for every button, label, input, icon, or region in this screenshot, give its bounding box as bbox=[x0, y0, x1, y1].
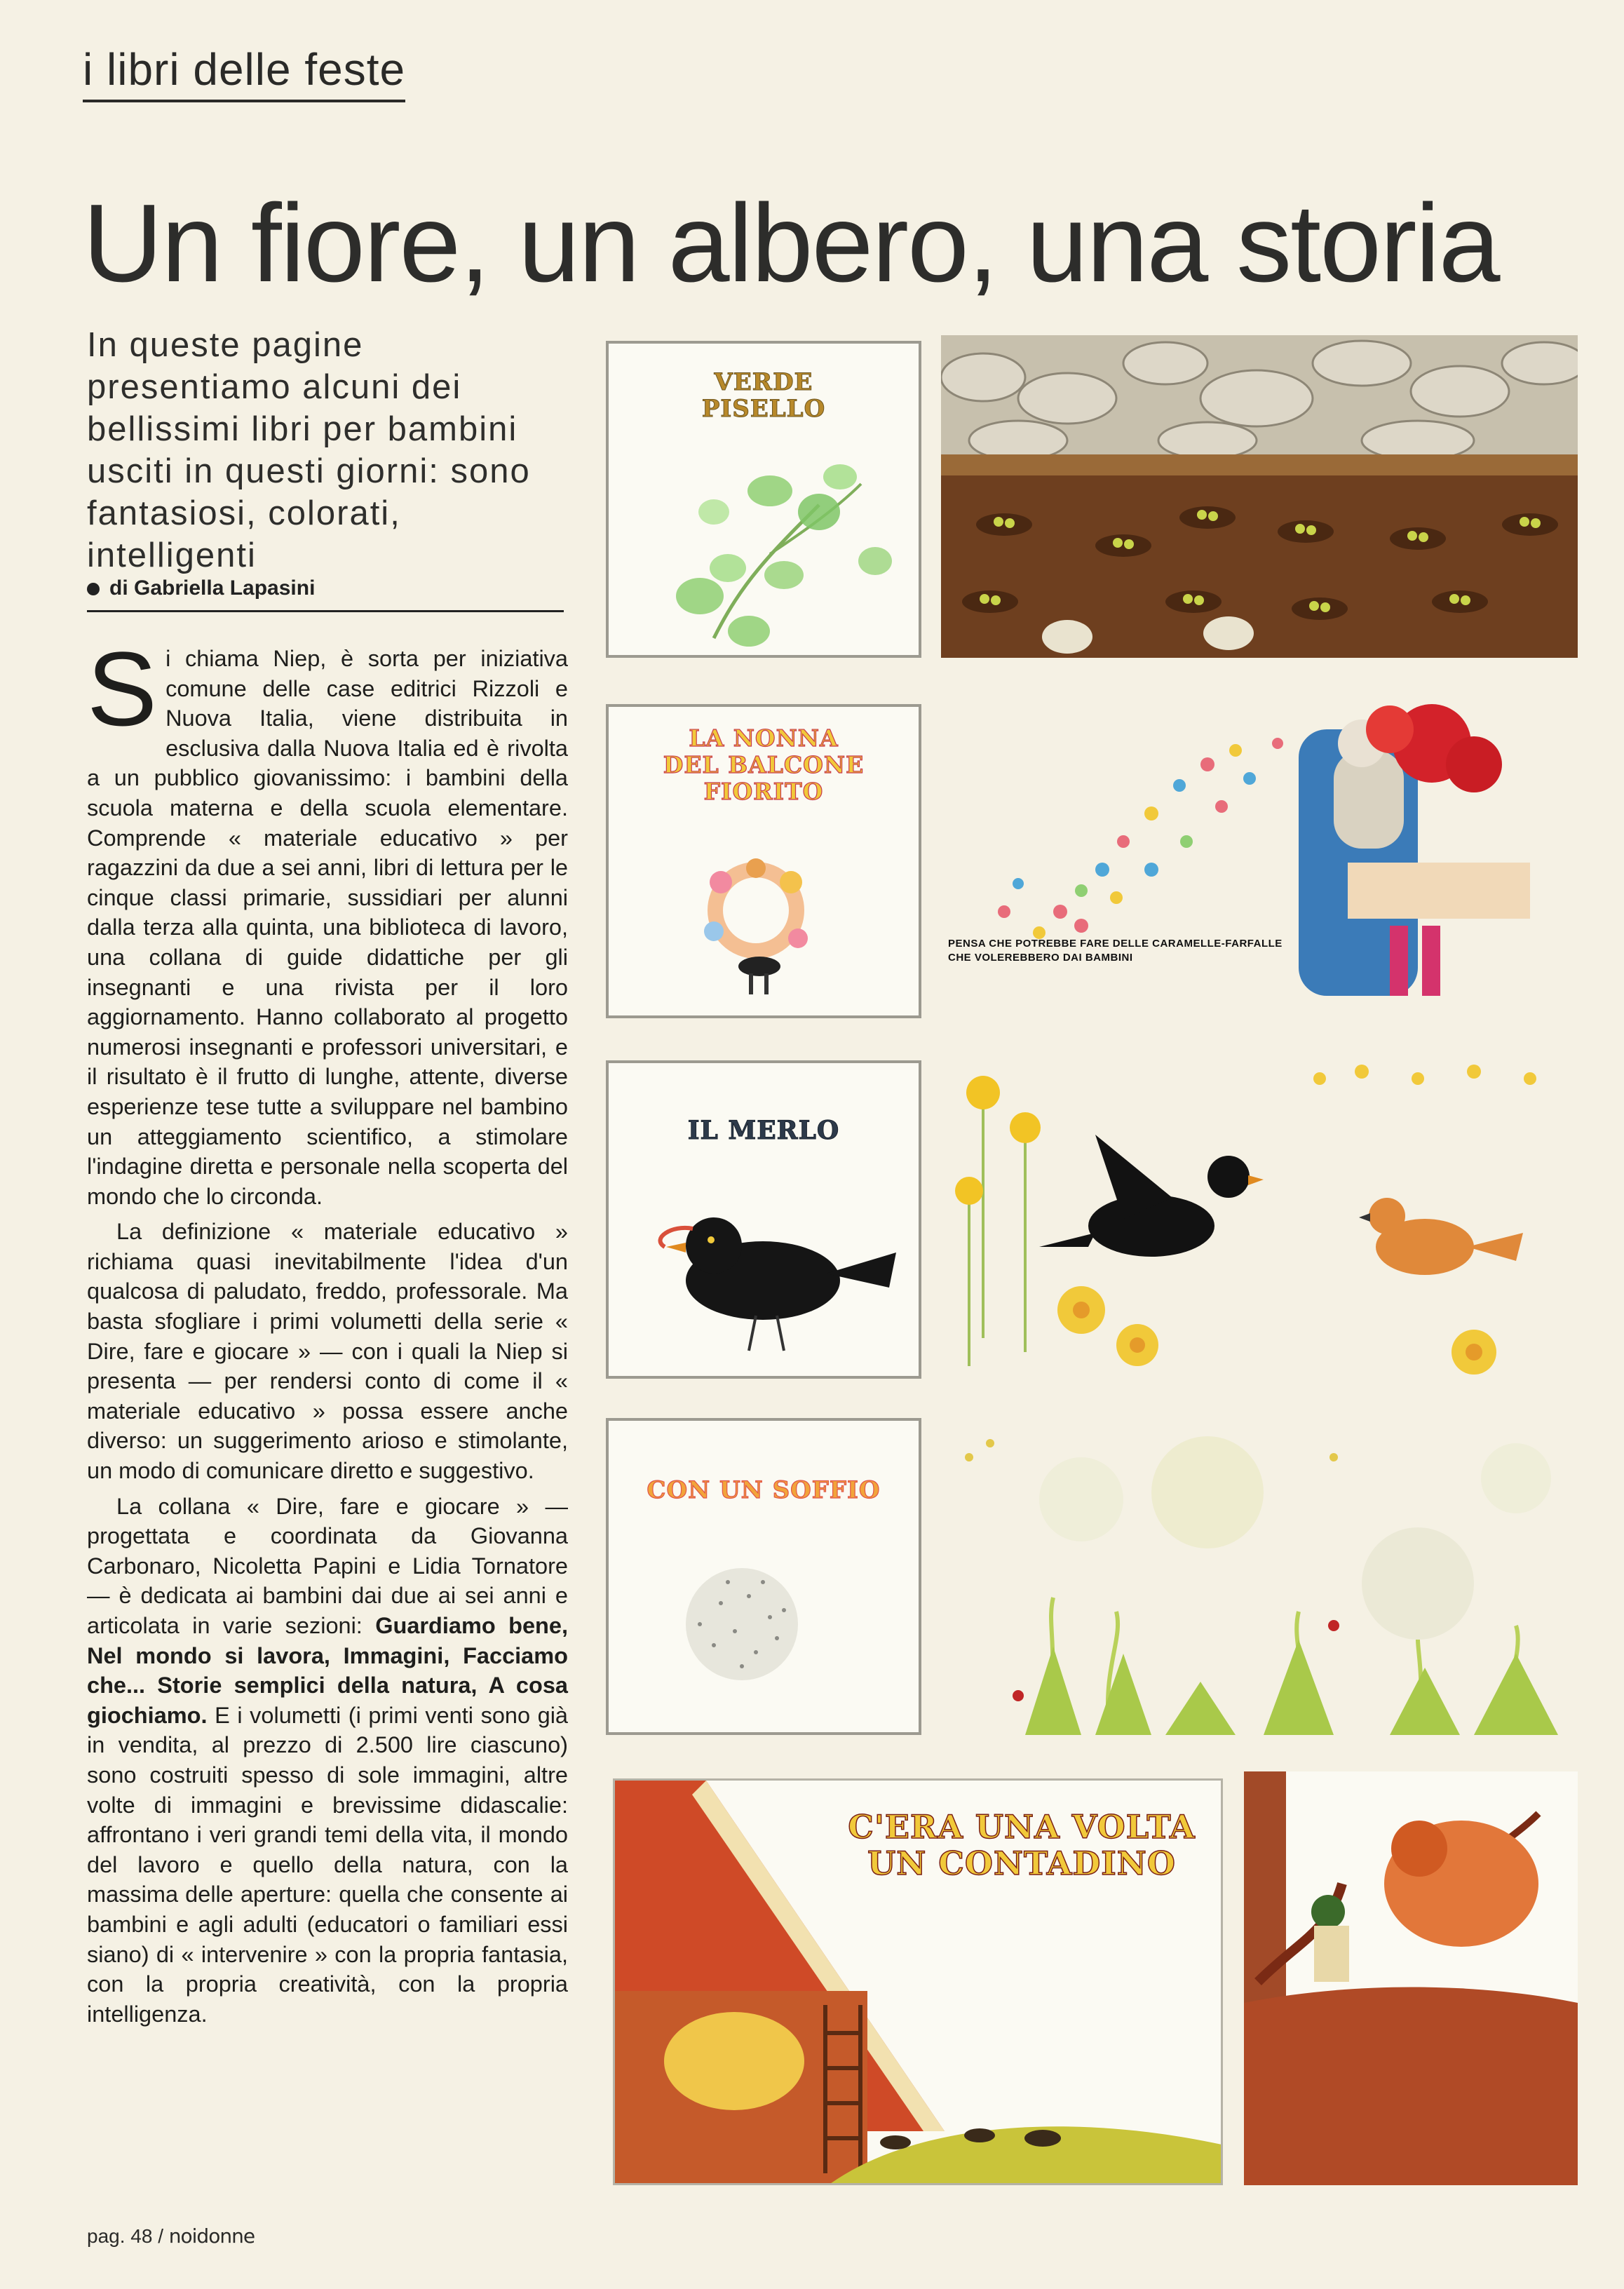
paragraph-3-bold: Guardiamo bene, Nel mondo si lavora, Immagini, Facciamo che... Storie semplici della natura, A cosa giochiamo. bbox=[87, 1613, 568, 1728]
byline bbox=[87, 576, 564, 612]
paragraph-1-text: i chiama Niep, è sorta per iniziativa comune delle case editrici Rizzoli e Nuova Italia, viene distribuita in esclusiva dalla Nuova Italia ed è rivolta a un pubblico giovanissimo: i bambini della scuola materna e della scuola elementare. Comprende « materiale educativo » per ragazzini da due a sei anni, libri di lettura per le cinque classi primarie, sussidiari per alunni dalla terza alla quinta, una biblioteca di lavoro, una collana di guide didattiche per gli insegnanti e una rivista per il loro aggiornamento. Hanno collaborato al progetto numerosi insegnanti e professori universitari, e il risultato è il frutto di lunghe, attente, diverse esperienze tese tutte a sviluppare nel bambino un atteggiamento scientifico, a stimolare l'indagine diretta e personale nella scoperta del mondo che lo circonda. bbox=[87, 646, 568, 1209]
illustration-farmer-tree bbox=[1244, 1771, 1578, 2185]
dropcap: S bbox=[87, 630, 158, 748]
paragraph-3-end: E i volumetti (i primi venti sono già in vendita, al prezzo di 2.500 lire ciascuno) sono costruiti spesso di sole immagini, altre volte di immagini e brevissime didascalie: affrontano i veri grandi temi della vita, il mondo del lavoro e quello della natura, con la massima delle aperture: quella che consente ai bambini e agli adulti (educatori o familiari essi siano) di « intervenire » con la propria fantasia, con la propria creatività, con la propria intelligenza. bbox=[87, 1702, 568, 2027]
illustration-dandelions bbox=[941, 1415, 1578, 1735]
dandelion-seed-icon bbox=[609, 1421, 921, 1735]
section-tag: i libri delle feste bbox=[83, 43, 405, 102]
book-cover-il-merlo bbox=[606, 1060, 921, 1379]
page-footer bbox=[87, 2224, 255, 2248]
article-paragraph-3 bbox=[87, 1492, 568, 2030]
illustration-garden-soil bbox=[941, 335, 1578, 658]
book-title: LA NONNA DEL BALCONE FIORITO bbox=[663, 724, 865, 805]
pea-plant-icon bbox=[609, 344, 921, 658]
byline-text: di Gabriella Lapasini bbox=[109, 576, 316, 600]
article-paragraph-2: La definizione « materiale educativo » richiama quasi inevitabilmente l'idea d'un qualcosa di paludato, freddo, professorale. Ma basta sfogliare i primi volumetti della serie « Dire, fare e giocare » — con i quali la Niep si presenta — per rendersi conto di come il « materiale educativo » possa essere anche diverso: un suggerimento arioso e stimolante, un modo di comunicare diretto e suggestivo. bbox=[87, 1219, 568, 1484]
blackbird-icon bbox=[609, 1063, 921, 1379]
book-cover-con-un-soffio bbox=[606, 1418, 921, 1735]
article-body bbox=[87, 630, 568, 2201]
book-title: CON UN SOFFIO bbox=[647, 1476, 881, 1504]
dek: In queste pagine presentiamo alcuni dei bellissimi libri per bambini usciti in questi giorni: sono fantasiosi, colorati, intelligenti bbox=[87, 326, 531, 574]
illustration-caption: PENSA CHE POTREBBE FARE DELLE CARAMELLE-FARFALLE CHE VOLEREBBERO DAI BAMBINI bbox=[948, 938, 1283, 964]
book-title: C'ERA UNA VOLTA UN CONTADINO bbox=[848, 1808, 1196, 1882]
paragraph-3-start: La collana « Dire, fare e giocare » — progettata e coordinata da Giovanna Carbonaro, Nicoletta Papini e Lidia Tornatore — è dedicata ai bambini dai due ai sei anni e articolata in varie sezioni: bbox=[87, 1493, 568, 1638]
book-title: VERDE PISELLO bbox=[701, 368, 826, 423]
page-number: pag. 48 / bbox=[87, 2225, 163, 2247]
illustration-grandma-balcony bbox=[941, 701, 1578, 1018]
book-cover-la-nonna bbox=[606, 704, 921, 1018]
book-cover-verde-pisello bbox=[606, 341, 921, 658]
bullet-icon bbox=[87, 583, 100, 595]
book-cover-contadino bbox=[613, 1778, 1223, 2185]
flower-wreath-icon bbox=[609, 707, 921, 1018]
magazine-name: noidonne bbox=[168, 2224, 255, 2248]
illustration-blackbird-meadow bbox=[941, 1058, 1578, 1379]
headline: Un fiore, un albero, una storia bbox=[83, 182, 1499, 305]
article-paragraph-1 bbox=[87, 630, 568, 1211]
book-title: IL MERLO bbox=[687, 1116, 840, 1145]
